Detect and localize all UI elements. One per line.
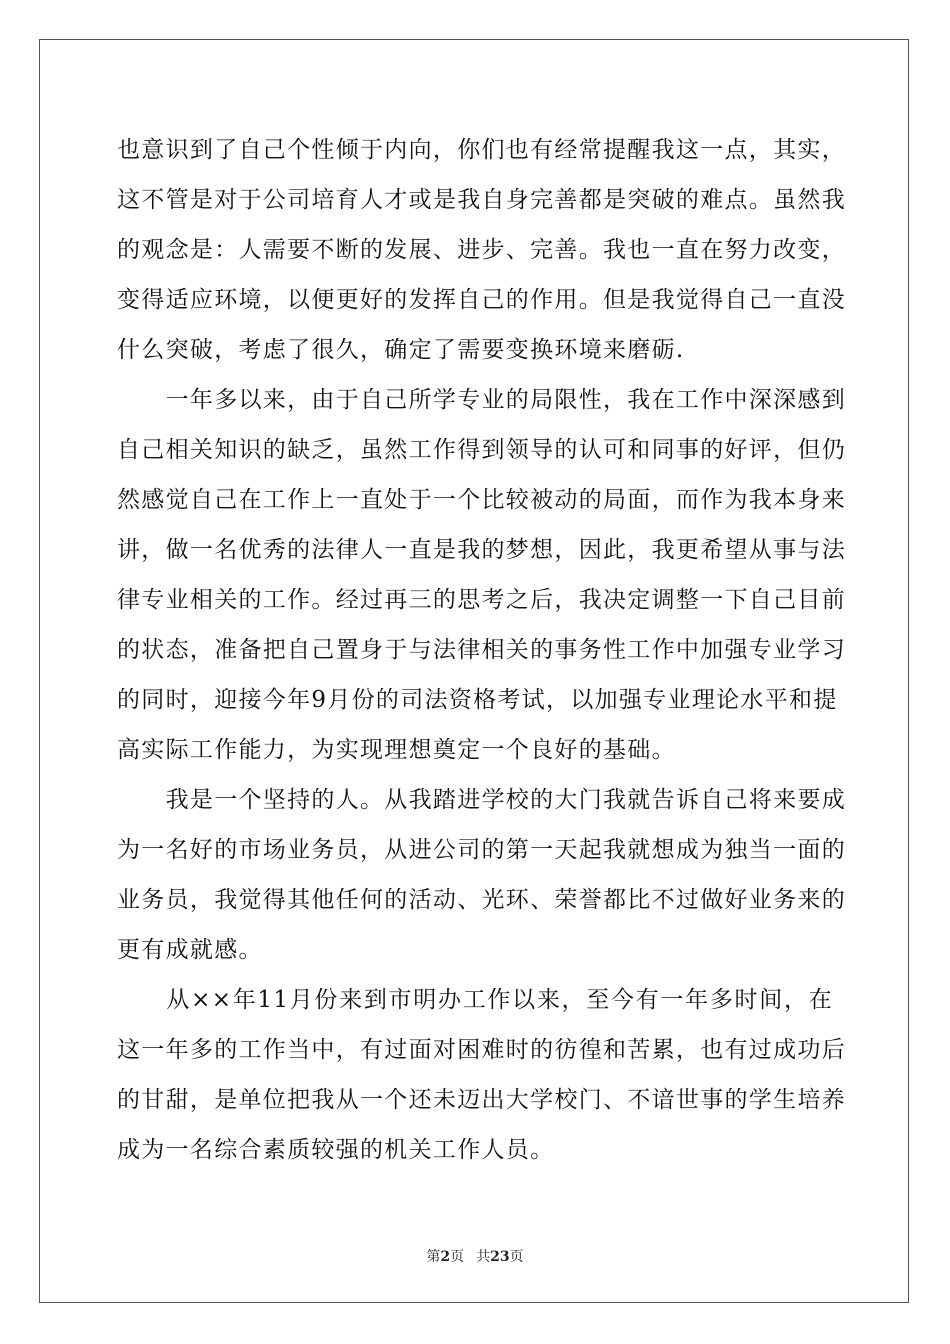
text-line: 自己相关知识的缺乏，虽然工作得到领导的认可和同事的好评，但仍 — [117, 437, 846, 463]
text-line: 什么突破，考虑了很久，确定了需要变换环境来磨砺. — [117, 337, 685, 363]
text-line: 然感觉自己在工作上一直处于一个比较被动的局面，而作为我本身来 — [117, 487, 846, 513]
total-prefix: 共 — [476, 1249, 491, 1265]
page-prefix: 第 — [426, 1249, 441, 1265]
total-page-count: 23 — [490, 1249, 510, 1265]
text-line: 的状态，准备把自己置身于与法律相关的事务性工作中加强专业学习 — [117, 637, 846, 663]
text-line: 为一名好的市场业务员，从进公司的第一天起我就想成为独当一面的 — [117, 837, 846, 863]
text-line: 从××年11月份来到市明办工作以来，至今有一年多时间，在 — [117, 987, 833, 1013]
text-line: 更有成就感。 — [117, 937, 263, 963]
text-line: 我是一个坚持的人。从我踏进学校的大门我就告诉自己将来要成 — [117, 787, 846, 813]
text-line: 成为一名综合素质较强的机关工作人员。 — [117, 1137, 555, 1163]
text-line: 的观念是：人需要不断的发展、进步、完善。我也一直在努力改变， — [117, 237, 846, 263]
text-line: 业务员，我觉得其他任何的活动、光环、荣誉都比不过做好业务来的 — [117, 887, 846, 913]
text-line: 的甘甜，是单位把我从一个还未迈出大学校门、不谙世事的学生培养 — [117, 1087, 846, 1113]
page-unit: 页 — [450, 1249, 465, 1265]
text-line: 的同时，迎接今年9月份的司法资格考试，以加强专业理论水平和提 — [117, 687, 838, 713]
text-line: 也意识到了自己个性倾于内向，你们也有经常提醒我这一点，其实， — [117, 137, 846, 163]
page-footer — [0, 1248, 950, 1266]
text-line: 这不管是对于公司培育人才或是我自身完善都是突破的难点。虽然我 — [117, 187, 846, 213]
text-line: 律专业相关的工作。经过再三的思考之后，我决定调整一下自己目前 — [117, 587, 846, 613]
text-line: 变得适应环境，以便更好的发挥自己的作用。但是我觉得自己一直没 — [117, 287, 846, 313]
text-line: 这一年多的工作当中，有过面对困难时的彷徨和苦累，也有过成功后 — [117, 1037, 846, 1063]
text-line: 讲，做一名优秀的法律人一直是我的梦想，因此，我更希望从事与法 — [117, 537, 846, 563]
text-line: 高实际工作能力，为实现理想奠定一个良好的基础。 — [117, 737, 676, 763]
total-unit: 页 — [509, 1249, 524, 1265]
text-line: 一年多以来，由于自己所学专业的局限性，我在工作中深深感到 — [117, 387, 846, 413]
current-page-number: 2 — [440, 1249, 451, 1265]
